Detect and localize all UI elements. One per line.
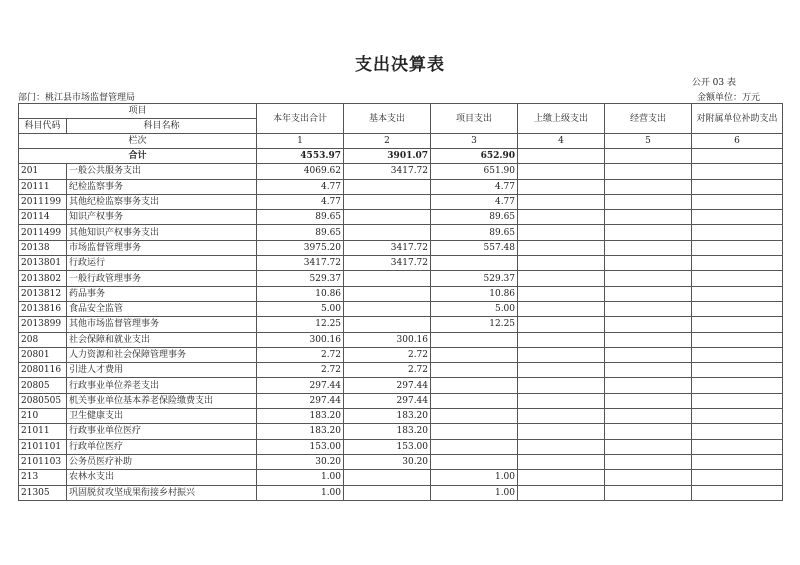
column-number: 5	[605, 134, 692, 149]
amount-cell	[518, 164, 605, 179]
amount-cell	[692, 439, 783, 454]
amount-cell: 2.72	[344, 363, 431, 378]
amount-cell	[431, 347, 518, 362]
subject-name: 知识产权事务	[67, 210, 257, 225]
amount-cell	[692, 378, 783, 393]
amount-cell	[344, 194, 431, 209]
expenditure-table	[18, 103, 783, 501]
subject-name: 巩固脱贫攻坚成果衔接乡村振兴	[67, 485, 257, 500]
amount-cell	[344, 225, 431, 240]
table-row	[19, 225, 783, 240]
header-item-group: 项目	[19, 104, 257, 119]
amount-cell	[692, 286, 783, 301]
amount-cell	[605, 409, 692, 424]
subject-name: 市场监督管理事务	[67, 240, 257, 255]
subject-name: 机关事业单位基本养老保险缴费支出	[67, 393, 257, 408]
amount-cell: 183.20	[344, 409, 431, 424]
amount-cell: 5.00	[431, 301, 518, 316]
amount-cell: 297.44	[344, 393, 431, 408]
amount-cell	[431, 393, 518, 408]
subject-code: 2013816	[19, 301, 67, 316]
amount-cell	[518, 317, 605, 332]
amount-cell	[518, 393, 605, 408]
amount-cell: 3417.72	[344, 256, 431, 271]
header-name: 科目名称	[67, 119, 257, 134]
amount-cell	[605, 194, 692, 209]
amount-cell	[518, 271, 605, 286]
amount-cell: 89.65	[257, 210, 344, 225]
total-cell	[518, 149, 605, 164]
amount-cell: 2.72	[257, 363, 344, 378]
subject-name: 纪检监察事务	[67, 179, 257, 194]
subject-name: 其他市场监督管理事务	[67, 317, 257, 332]
amount-cell: 1.00	[257, 470, 344, 485]
amount-cell: 153.00	[257, 439, 344, 454]
amount-cell	[518, 363, 605, 378]
subject-name: 公务员医疗补助	[67, 454, 257, 469]
amount-cell: 300.16	[344, 332, 431, 347]
amount-cell	[431, 409, 518, 424]
amount-cell	[431, 439, 518, 454]
subject-name: 社会保障和就业支出	[67, 332, 257, 347]
table-row	[19, 454, 783, 469]
amount-cell: 529.37	[431, 271, 518, 286]
amount-cell	[605, 424, 692, 439]
total-cell	[605, 149, 692, 164]
amount-cell	[518, 409, 605, 424]
amount-cell: 183.20	[257, 409, 344, 424]
amount-cell	[692, 470, 783, 485]
amount-cell	[518, 470, 605, 485]
amount-cell: 4.77	[431, 179, 518, 194]
subject-code: 210	[19, 409, 67, 424]
column-number: 4	[518, 134, 605, 149]
amount-cell: 4069.62	[257, 164, 344, 179]
amount-cell	[431, 424, 518, 439]
header-operating-expense: 经营支出	[605, 104, 692, 134]
amount-cell	[692, 332, 783, 347]
table-row	[19, 179, 783, 194]
amount-cell	[692, 271, 783, 286]
subject-code: 2080505	[19, 393, 67, 408]
amount-cell: 1.00	[431, 485, 518, 500]
amount-cell	[431, 378, 518, 393]
header-total-expense: 本年支出合计	[257, 104, 344, 134]
table-row	[19, 393, 783, 408]
amount-unit-label: 金额单位：万元	[696, 93, 760, 103]
amount-cell	[605, 286, 692, 301]
table-body	[19, 149, 783, 501]
total-cell: 652.90	[431, 149, 518, 164]
subject-code: 21305	[19, 485, 67, 500]
table-row	[19, 485, 783, 500]
table-row	[19, 210, 783, 225]
amount-cell	[605, 363, 692, 378]
amount-cell	[605, 317, 692, 332]
amount-cell	[431, 332, 518, 347]
amount-cell	[344, 179, 431, 194]
total-cell: 3901.07	[344, 149, 431, 164]
amount-cell	[518, 424, 605, 439]
subject-code: 20111	[19, 179, 67, 194]
column-number: 1	[257, 134, 344, 149]
subject-name: 行政事业单位医疗	[67, 424, 257, 439]
amount-cell	[605, 164, 692, 179]
subject-code: 213	[19, 470, 67, 485]
amount-cell	[692, 301, 783, 316]
subject-code: 2080116	[19, 363, 67, 378]
subject-code: 20114	[19, 210, 67, 225]
amount-cell	[518, 439, 605, 454]
amount-cell: 3975.20	[257, 240, 344, 255]
amount-cell	[692, 317, 783, 332]
amount-cell: 651.90	[431, 164, 518, 179]
subject-code: 20801	[19, 347, 67, 362]
header-remit-superior: 上缴上级支出	[518, 104, 605, 134]
form-number: 公开 03 表	[691, 78, 736, 88]
total-cell	[692, 149, 783, 164]
amount-cell: 4.77	[257, 179, 344, 194]
table-row	[19, 439, 783, 454]
column-number: 3	[431, 134, 518, 149]
header-project-expense: 项目支出	[431, 104, 518, 134]
amount-cell	[518, 286, 605, 301]
amount-cell	[518, 454, 605, 469]
amount-cell	[605, 393, 692, 408]
amount-cell	[518, 301, 605, 316]
amount-cell	[692, 424, 783, 439]
amount-cell	[431, 363, 518, 378]
subject-name: 其他知识产权事务支出	[67, 225, 257, 240]
table-row	[19, 256, 783, 271]
amount-cell	[518, 347, 605, 362]
amount-cell	[344, 301, 431, 316]
subject-name: 引进人才费用	[67, 363, 257, 378]
amount-cell: 3417.72	[257, 256, 344, 271]
table-row	[19, 301, 783, 316]
amount-cell	[344, 485, 431, 500]
amount-cell	[605, 225, 692, 240]
amount-cell	[518, 378, 605, 393]
amount-cell	[605, 210, 692, 225]
amount-cell: 297.44	[257, 378, 344, 393]
amount-cell	[518, 225, 605, 240]
column-number: 2	[344, 134, 431, 149]
amount-cell	[431, 256, 518, 271]
subject-code: 2013801	[19, 256, 67, 271]
amount-cell	[518, 179, 605, 194]
subject-code: 201	[19, 164, 67, 179]
amount-cell	[431, 454, 518, 469]
amount-cell	[692, 393, 783, 408]
subject-code: 2013802	[19, 271, 67, 286]
amount-cell	[692, 347, 783, 362]
amount-cell: 89.65	[431, 225, 518, 240]
amount-cell: 183.20	[344, 424, 431, 439]
amount-cell	[344, 286, 431, 301]
amount-cell: 557.48	[431, 240, 518, 255]
subject-name: 人力资源和社会保障管理事务	[67, 347, 257, 362]
amount-cell: 3417.72	[344, 164, 431, 179]
total-label: 合计	[19, 149, 257, 164]
amount-cell: 297.44	[257, 393, 344, 408]
amount-cell: 4.77	[431, 194, 518, 209]
amount-cell: 2.72	[344, 347, 431, 362]
department-label: 部门：桃江县市场监督管理局	[18, 93, 136, 103]
subject-name: 药品事务	[67, 286, 257, 301]
amount-cell	[605, 179, 692, 194]
table-row	[19, 347, 783, 362]
amount-cell	[605, 378, 692, 393]
subject-name: 行政事业单位养老支出	[67, 378, 257, 393]
amount-cell: 1.00	[257, 485, 344, 500]
header-row-label: 栏次	[19, 134, 257, 149]
amount-cell: 4.77	[257, 194, 344, 209]
total-cell: 4553.97	[257, 149, 344, 164]
amount-cell	[344, 470, 431, 485]
amount-cell: 153.00	[344, 439, 431, 454]
subject-code: 208	[19, 332, 67, 347]
amount-cell: 30.20	[257, 454, 344, 469]
table-row	[19, 409, 783, 424]
amount-cell	[692, 179, 783, 194]
amount-cell	[605, 301, 692, 316]
amount-cell	[692, 409, 783, 424]
amount-cell	[344, 271, 431, 286]
amount-cell: 12.25	[257, 317, 344, 332]
amount-cell	[692, 164, 783, 179]
subject-code: 2011499	[19, 225, 67, 240]
subject-name: 一般公共服务支出	[67, 164, 257, 179]
amount-cell	[518, 256, 605, 271]
header-subsidiary-subsidy: 对附属单位补助支出	[692, 104, 783, 134]
amount-cell	[692, 485, 783, 500]
header-basic-expense: 基本支出	[344, 104, 431, 134]
subject-code: 20138	[19, 240, 67, 255]
amount-cell	[692, 194, 783, 209]
amount-cell	[344, 317, 431, 332]
page-title: 支出决算表	[355, 55, 445, 75]
amount-cell: 300.16	[257, 332, 344, 347]
amount-cell: 1.00	[431, 470, 518, 485]
amount-cell: 297.44	[344, 378, 431, 393]
amount-cell	[344, 210, 431, 225]
amount-cell	[518, 210, 605, 225]
column-number: 6	[692, 134, 783, 149]
table-row	[19, 164, 783, 179]
table-row	[19, 470, 783, 485]
subject-name: 食品安全监管	[67, 301, 257, 316]
amount-cell	[605, 485, 692, 500]
amount-cell	[518, 485, 605, 500]
subject-code: 2013812	[19, 286, 67, 301]
amount-cell: 2.72	[257, 347, 344, 362]
table-row	[19, 271, 783, 286]
amount-cell: 183.20	[257, 424, 344, 439]
subject-name: 其他纪检监察事务支出	[67, 194, 257, 209]
header-code: 科目代码	[19, 119, 67, 134]
amount-cell	[605, 347, 692, 362]
subject-code: 2101103	[19, 454, 67, 469]
amount-cell: 3417.72	[344, 240, 431, 255]
amount-cell	[605, 470, 692, 485]
subject-code: 21011	[19, 424, 67, 439]
amount-cell	[692, 210, 783, 225]
table-row	[19, 286, 783, 301]
amount-cell	[692, 225, 783, 240]
amount-cell	[605, 256, 692, 271]
amount-cell: 529.37	[257, 271, 344, 286]
amount-cell: 89.65	[257, 225, 344, 240]
subject-name: 行政单位医疗	[67, 439, 257, 454]
table-row	[19, 363, 783, 378]
subject-name: 卫生健康支出	[67, 409, 257, 424]
table-row	[19, 240, 783, 255]
subject-code: 2011199	[19, 194, 67, 209]
table-row	[19, 332, 783, 347]
table-row	[19, 194, 783, 209]
amount-cell: 10.86	[257, 286, 344, 301]
subject-name: 行政运行	[67, 256, 257, 271]
amount-cell	[518, 194, 605, 209]
amount-cell: 12.25	[431, 317, 518, 332]
amount-cell	[692, 454, 783, 469]
amount-cell: 30.20	[344, 454, 431, 469]
amount-cell	[692, 240, 783, 255]
amount-cell: 5.00	[257, 301, 344, 316]
subject-name: 一般行政管理事务	[67, 271, 257, 286]
total-row	[19, 149, 783, 164]
amount-cell	[605, 240, 692, 255]
subject-code: 2013899	[19, 317, 67, 332]
amount-cell: 10.86	[431, 286, 518, 301]
amount-cell	[605, 439, 692, 454]
subject-name: 农林水支出	[67, 470, 257, 485]
amount-cell	[605, 332, 692, 347]
amount-cell	[605, 271, 692, 286]
subject-code: 2101101	[19, 439, 67, 454]
amount-cell	[692, 363, 783, 378]
table-row	[19, 378, 783, 393]
amount-cell	[518, 240, 605, 255]
amount-cell	[518, 332, 605, 347]
subject-code: 20805	[19, 378, 67, 393]
amount-cell	[605, 454, 692, 469]
table-row	[19, 424, 783, 439]
amount-cell: 89.65	[431, 210, 518, 225]
amount-cell	[692, 256, 783, 271]
table-row	[19, 317, 783, 332]
